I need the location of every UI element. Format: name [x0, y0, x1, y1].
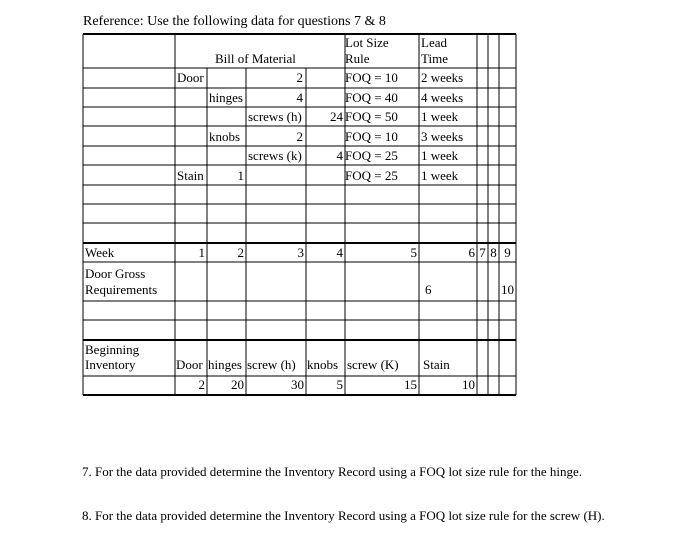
- question-8: [82, 506, 622, 525]
- lot-size-heading: Lot Size: [345, 35, 389, 50]
- reference-heading: Reference: Use the following data for questions 7 & 8: [83, 14, 386, 29]
- week-9: 9: [504, 245, 511, 260]
- bom-lot-screws-h: FOQ = 50: [345, 109, 398, 124]
- bom-lead-screws-k: 1 week: [421, 148, 459, 163]
- gross-req-label-line1: Door Gross: [85, 266, 146, 281]
- week-6: 6: [468, 245, 475, 260]
- bom-item-screws-k: screws (k): [248, 148, 302, 163]
- bom-lot-door: FOQ = 10: [345, 70, 398, 85]
- bom-lead-hinges: 4 weeks: [421, 90, 464, 105]
- bom-lot-hinges: FOQ = 40: [345, 90, 398, 105]
- question-7: [82, 462, 622, 481]
- inventory-item-screw-k: screw (K): [347, 357, 399, 372]
- week-8: 8: [490, 245, 497, 260]
- bom-item-knobs: knobs: [209, 129, 241, 144]
- inventory-item-hinges: hinges: [208, 357, 242, 372]
- inventory-item-screw-h: screw (h): [247, 357, 296, 372]
- week-2: 2: [237, 245, 244, 260]
- inventory-value-screw-h: 30: [291, 377, 304, 392]
- inventory-value-hinges: 20: [231, 377, 244, 392]
- question-7-number: 7.: [82, 464, 92, 479]
- bom-qty-screws-h: 24: [330, 109, 343, 124]
- lead-time-heading: Lead: [421, 35, 447, 50]
- bom-qty-stain: 1: [237, 168, 244, 183]
- inventory-value-knobs: 5: [336, 377, 343, 392]
- week-label: Week: [85, 245, 115, 260]
- inventory-value-screw-k: 15: [404, 377, 417, 392]
- inventory-value-door: 2: [198, 377, 205, 392]
- gross-req-label-line2: Requirements: [85, 282, 158, 297]
- bom-item-stain: Stain: [177, 168, 204, 183]
- inventory-item-stain: Stain: [423, 357, 450, 372]
- gross-req-week9: 10: [501, 282, 514, 297]
- bill-of-material-heading: Bill of Material: [215, 51, 296, 66]
- week-5: 5: [410, 245, 417, 260]
- bom-qty-hinges: 4: [296, 90, 303, 105]
- bom-lot-knobs: FOQ = 10: [345, 129, 398, 144]
- beginning-inventory-label-line1: Beginning: [85, 342, 140, 357]
- bom-lead-screws-h: 1 week: [421, 109, 459, 124]
- week-7: 7: [479, 245, 486, 260]
- question-7-text: For the data provided determine the Inventory Record using a FOQ lot size rule for the hinge.: [95, 464, 583, 479]
- bom-lot-screws-k: FOQ = 25: [345, 148, 398, 163]
- lead-time-heading-time: Time: [421, 51, 448, 66]
- week-1: 1: [198, 245, 205, 260]
- question-8-number: 8.: [82, 508, 92, 523]
- bom-lead-knobs: 3 weeks: [421, 129, 464, 144]
- bom-lead-door: 2 weeks: [421, 70, 464, 85]
- bom-item-door: Door: [177, 70, 204, 85]
- bom-qty-door: 2: [296, 70, 303, 85]
- gross-req-week6: 6: [425, 282, 432, 297]
- week-3: 3: [297, 245, 304, 260]
- bom-item-hinges: hinges: [209, 90, 243, 105]
- lot-size-heading-rule: Rule: [345, 51, 370, 66]
- week-4: 4: [336, 245, 343, 260]
- inventory-item-knobs: knobs: [307, 357, 339, 372]
- bom-lead-stain: 1 week: [421, 168, 459, 183]
- question-8-text: For the data provided determine the Inventory Record using a FOQ lot size rule for the screw (H).: [95, 508, 605, 523]
- bom-item-screws-h: screws (h): [248, 109, 302, 124]
- bom-qty-knobs: 2: [296, 129, 303, 144]
- inventory-item-door: Door: [176, 357, 203, 372]
- inventory-value-stain: 10: [462, 377, 475, 392]
- beginning-inventory-label-line2: Inventory: [85, 357, 136, 372]
- bom-qty-screws-k: 4: [336, 148, 343, 163]
- bom-lot-stain: FOQ = 25: [345, 168, 398, 183]
